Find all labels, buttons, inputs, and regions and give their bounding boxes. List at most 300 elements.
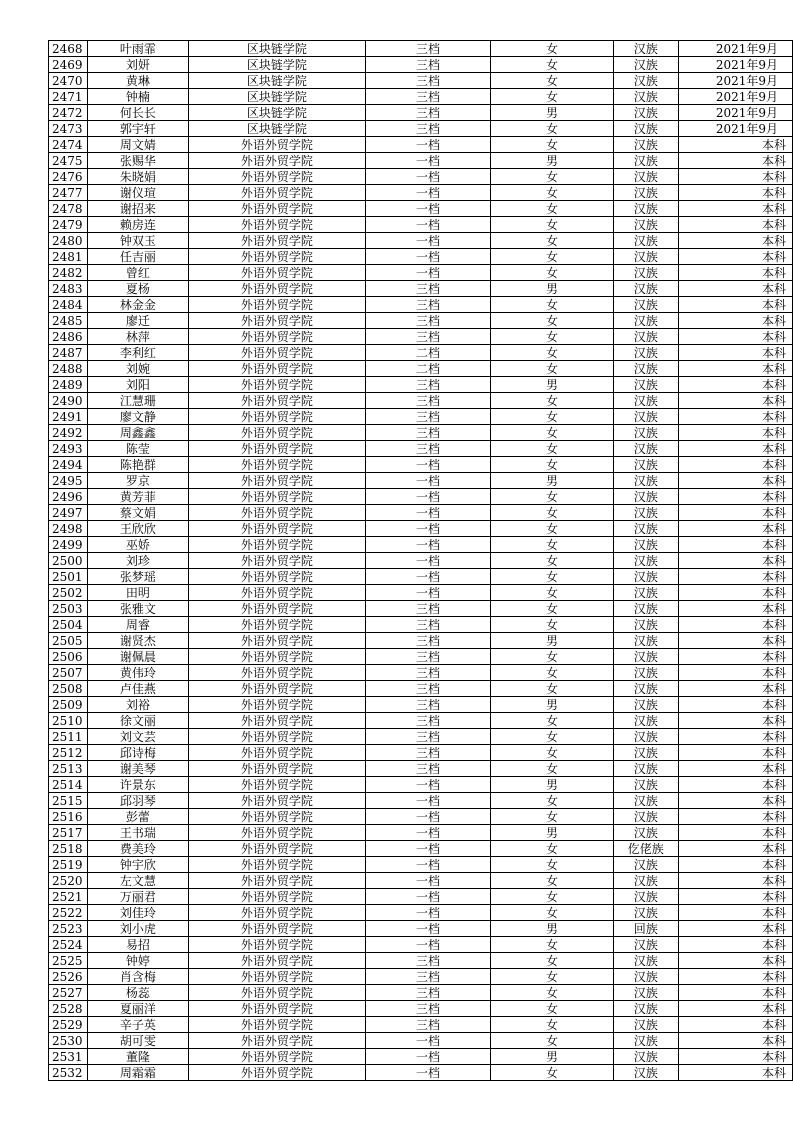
- aid-level-cell: 三档: [365, 393, 490, 409]
- table-row: [49, 1033, 793, 1049]
- gender-cell: 女: [491, 393, 614, 409]
- enrollment-cell: 本科: [678, 1017, 792, 1033]
- student-aid-table: [48, 40, 793, 1081]
- name-cell: 周鑫鑫: [87, 425, 188, 441]
- ethnicity-cell: 仡佬族: [613, 841, 678, 857]
- name-cell: 刘小虎: [87, 921, 188, 937]
- gender-cell: 女: [491, 185, 614, 201]
- aid-level-cell: 三档: [365, 73, 490, 89]
- ethnicity-cell: 汉族: [613, 617, 678, 633]
- college-cell: 外语外贸学院: [188, 185, 365, 201]
- ethnicity-cell: 汉族: [613, 377, 678, 393]
- aid-level-cell: 一档: [365, 793, 490, 809]
- name-cell: 张赐华: [87, 153, 188, 169]
- name-cell: 巫娇: [87, 537, 188, 553]
- college-cell: 外语外贸学院: [188, 905, 365, 921]
- enrollment-cell: 本科: [678, 649, 792, 665]
- name-cell: 钟宇欣: [87, 857, 188, 873]
- enrollment-cell: 本科: [678, 633, 792, 649]
- aid-level-cell: 二档: [365, 361, 490, 377]
- gender-cell: 女: [491, 313, 614, 329]
- college-cell: 外语外贸学院: [188, 153, 365, 169]
- aid-level-cell: 三档: [365, 1001, 490, 1017]
- row-number-cell: 2507: [49, 665, 88, 681]
- aid-level-cell: 一档: [365, 905, 490, 921]
- enrollment-cell: 本科: [678, 521, 792, 537]
- college-cell: 区块链学院: [188, 41, 365, 57]
- aid-level-cell: 三档: [365, 985, 490, 1001]
- ethnicity-cell: 汉族: [613, 521, 678, 537]
- gender-cell: 男: [491, 473, 614, 489]
- aid-level-cell: 三档: [365, 601, 490, 617]
- aid-level-cell: 一档: [365, 889, 490, 905]
- ethnicity-cell: 汉族: [613, 89, 678, 105]
- college-cell: 外语外贸学院: [188, 649, 365, 665]
- name-cell: 蔡文娟: [87, 505, 188, 521]
- row-number-cell: 2474: [49, 137, 88, 153]
- enrollment-cell: 本科: [678, 217, 792, 233]
- table-row: [49, 473, 793, 489]
- table-row: [49, 1001, 793, 1017]
- row-number-cell: 2525: [49, 953, 88, 969]
- name-cell: 何长长: [87, 105, 188, 121]
- row-number-cell: 2487: [49, 345, 88, 361]
- row-number-cell: 2511: [49, 729, 88, 745]
- table-row: [49, 1049, 793, 1065]
- table-row: [49, 41, 793, 57]
- ethnicity-cell: 汉族: [613, 873, 678, 889]
- ethnicity-cell: 汉族: [613, 1033, 678, 1049]
- row-number-cell: 2526: [49, 969, 88, 985]
- enrollment-cell: 本科: [678, 985, 792, 1001]
- aid-level-cell: 一档: [365, 825, 490, 841]
- name-cell: 谢佩晨: [87, 649, 188, 665]
- aid-level-cell: 一档: [365, 473, 490, 489]
- name-cell: 徐文丽: [87, 713, 188, 729]
- college-cell: 区块链学院: [188, 121, 365, 137]
- name-cell: 周文婧: [87, 137, 188, 153]
- name-cell: 廖迁: [87, 313, 188, 329]
- college-cell: 区块链学院: [188, 105, 365, 121]
- aid-level-cell: 一档: [365, 457, 490, 473]
- college-cell: 外语外贸学院: [188, 505, 365, 521]
- gender-cell: 女: [491, 201, 614, 217]
- row-number-cell: 2479: [49, 217, 88, 233]
- aid-level-cell: 三档: [365, 761, 490, 777]
- row-number-cell: 2493: [49, 441, 88, 457]
- row-number-cell: 2485: [49, 313, 88, 329]
- row-number-cell: 2527: [49, 985, 88, 1001]
- aid-level-cell: 一档: [365, 233, 490, 249]
- college-cell: 区块链学院: [188, 89, 365, 105]
- college-cell: 外语外贸学院: [188, 169, 365, 185]
- name-cell: 林萍: [87, 329, 188, 345]
- row-number-cell: 2501: [49, 569, 88, 585]
- table-row: [49, 681, 793, 697]
- ethnicity-cell: 汉族: [613, 281, 678, 297]
- name-cell: 田明: [87, 585, 188, 601]
- enrollment-cell: 本科: [678, 569, 792, 585]
- ethnicity-cell: 汉族: [613, 473, 678, 489]
- gender-cell: 女: [491, 457, 614, 473]
- ethnicity-cell: 汉族: [613, 825, 678, 841]
- ethnicity-cell: 汉族: [613, 425, 678, 441]
- table-row: [49, 73, 793, 89]
- college-cell: 外语外贸学院: [188, 553, 365, 569]
- college-cell: 外语外贸学院: [188, 745, 365, 761]
- ethnicity-cell: 汉族: [613, 857, 678, 873]
- gender-cell: 男: [491, 697, 614, 713]
- table-row: [49, 1017, 793, 1033]
- aid-level-cell: 一档: [365, 217, 490, 233]
- row-number-cell: 2468: [49, 41, 88, 57]
- aid-level-cell: 一档: [365, 777, 490, 793]
- name-cell: 钟双玉: [87, 233, 188, 249]
- aid-level-cell: 三档: [365, 969, 490, 985]
- college-cell: 外语外贸学院: [188, 265, 365, 281]
- table-row: [49, 841, 793, 857]
- table-row: [49, 809, 793, 825]
- aid-level-cell: 一档: [365, 505, 490, 521]
- gender-cell: 女: [491, 1065, 614, 1081]
- gender-cell: 女: [491, 969, 614, 985]
- enrollment-cell: 本科: [678, 473, 792, 489]
- ethnicity-cell: 汉族: [613, 905, 678, 921]
- name-cell: 朱晓娟: [87, 169, 188, 185]
- aid-level-cell: 一档: [365, 553, 490, 569]
- college-cell: 外语外贸学院: [188, 473, 365, 489]
- name-cell: 谢美琴: [87, 761, 188, 777]
- gender-cell: 女: [491, 89, 614, 105]
- row-number-cell: 2496: [49, 489, 88, 505]
- college-cell: 外语外贸学院: [188, 1001, 365, 1017]
- table-row: [49, 793, 793, 809]
- name-cell: 夏杨: [87, 281, 188, 297]
- college-cell: 外语外贸学院: [188, 409, 365, 425]
- table-row: [49, 57, 793, 73]
- row-number-cell: 2494: [49, 457, 88, 473]
- college-cell: 外语外贸学院: [188, 569, 365, 585]
- name-cell: 叶雨霏: [87, 41, 188, 57]
- row-number-cell: 2513: [49, 761, 88, 777]
- table-row: [49, 281, 793, 297]
- enrollment-cell: 本科: [678, 201, 792, 217]
- ethnicity-cell: 汉族: [613, 937, 678, 953]
- ethnicity-cell: 汉族: [613, 505, 678, 521]
- table-row: [49, 617, 793, 633]
- table-row: [49, 489, 793, 505]
- row-number-cell: 2505: [49, 633, 88, 649]
- name-cell: 刘佳玲: [87, 905, 188, 921]
- gender-cell: 女: [491, 857, 614, 873]
- row-number-cell: 2512: [49, 745, 88, 761]
- enrollment-cell: 本科: [678, 1001, 792, 1017]
- row-number-cell: 2498: [49, 521, 88, 537]
- name-cell: 谢招来: [87, 201, 188, 217]
- aid-level-cell: 一档: [365, 873, 490, 889]
- row-number-cell: 2471: [49, 89, 88, 105]
- college-cell: 外语外贸学院: [188, 201, 365, 217]
- ethnicity-cell: 汉族: [613, 73, 678, 89]
- row-number-cell: 2522: [49, 905, 88, 921]
- row-number-cell: 2508: [49, 681, 88, 697]
- gender-cell: 女: [491, 425, 614, 441]
- table-row: [49, 409, 793, 425]
- table-row: [49, 361, 793, 377]
- gender-cell: 男: [491, 825, 614, 841]
- row-number-cell: 2495: [49, 473, 88, 489]
- enrollment-cell: 本科: [678, 1065, 792, 1081]
- row-number-cell: 2489: [49, 377, 88, 393]
- name-cell: 江慧珊: [87, 393, 188, 409]
- college-cell: 区块链学院: [188, 73, 365, 89]
- ethnicity-cell: 回族: [613, 921, 678, 937]
- enrollment-cell: 本科: [678, 601, 792, 617]
- college-cell: 外语外贸学院: [188, 713, 365, 729]
- table-row: [49, 89, 793, 105]
- ethnicity-cell: 汉族: [613, 713, 678, 729]
- ethnicity-cell: 汉族: [613, 777, 678, 793]
- gender-cell: 男: [491, 153, 614, 169]
- ethnicity-cell: 汉族: [613, 681, 678, 697]
- table-row: [49, 921, 793, 937]
- enrollment-cell: 本科: [678, 441, 792, 457]
- college-cell: 区块链学院: [188, 57, 365, 73]
- name-cell: 李利红: [87, 345, 188, 361]
- enrollment-cell: 本科: [678, 873, 792, 889]
- college-cell: 外语外贸学院: [188, 857, 365, 873]
- ethnicity-cell: 汉族: [613, 969, 678, 985]
- college-cell: 外语外贸学院: [188, 1033, 365, 1049]
- row-number-cell: 2520: [49, 873, 88, 889]
- table-row: [49, 585, 793, 601]
- name-cell: 周睿: [87, 617, 188, 633]
- name-cell: 费美玲: [87, 841, 188, 857]
- enrollment-cell: 本科: [678, 329, 792, 345]
- college-cell: 外语外贸学院: [188, 313, 365, 329]
- enrollment-cell: 本科: [678, 729, 792, 745]
- aid-level-cell: 一档: [365, 841, 490, 857]
- college-cell: 外语外贸学院: [188, 761, 365, 777]
- ethnicity-cell: 汉族: [613, 585, 678, 601]
- gender-cell: 女: [491, 649, 614, 665]
- row-number-cell: 2473: [49, 121, 88, 137]
- table-row: [49, 121, 793, 137]
- row-number-cell: 2491: [49, 409, 88, 425]
- ethnicity-cell: 汉族: [613, 105, 678, 121]
- ethnicity-cell: 汉族: [613, 41, 678, 57]
- table-row: [49, 505, 793, 521]
- table-row: [49, 393, 793, 409]
- row-number-cell: 2517: [49, 825, 88, 841]
- gender-cell: 女: [491, 761, 614, 777]
- gender-cell: 女: [491, 1017, 614, 1033]
- gender-cell: 女: [491, 409, 614, 425]
- table-row: [49, 345, 793, 361]
- name-cell: 刘妍: [87, 57, 188, 73]
- name-cell: 张雅文: [87, 601, 188, 617]
- college-cell: 外语外贸学院: [188, 233, 365, 249]
- table-row: [49, 521, 793, 537]
- gender-cell: 男: [491, 105, 614, 121]
- row-number-cell: 2477: [49, 185, 88, 201]
- gender-cell: 女: [491, 1001, 614, 1017]
- college-cell: 外语外贸学院: [188, 457, 365, 473]
- name-cell: 夏丽洋: [87, 1001, 188, 1017]
- name-cell: 邱诗梅: [87, 745, 188, 761]
- ethnicity-cell: 汉族: [613, 745, 678, 761]
- table-row: [49, 969, 793, 985]
- name-cell: 赖房连: [87, 217, 188, 233]
- ethnicity-cell: 汉族: [613, 1001, 678, 1017]
- enrollment-cell: 本科: [678, 377, 792, 393]
- ethnicity-cell: 汉族: [613, 569, 678, 585]
- name-cell: 易招: [87, 937, 188, 953]
- aid-level-cell: 三档: [365, 89, 490, 105]
- college-cell: 外语外贸学院: [188, 969, 365, 985]
- college-cell: 外语外贸学院: [188, 617, 365, 633]
- aid-level-cell: 三档: [365, 297, 490, 313]
- enrollment-cell: 本科: [678, 457, 792, 473]
- ethnicity-cell: 汉族: [613, 409, 678, 425]
- college-cell: 外语外贸学院: [188, 297, 365, 313]
- table-row: [49, 665, 793, 681]
- gender-cell: 女: [491, 713, 614, 729]
- college-cell: 外语外贸学院: [188, 281, 365, 297]
- aid-level-cell: 一档: [365, 585, 490, 601]
- gender-cell: 女: [491, 841, 614, 857]
- ethnicity-cell: 汉族: [613, 697, 678, 713]
- table-row: [49, 377, 793, 393]
- ethnicity-cell: 汉族: [613, 553, 678, 569]
- enrollment-cell: 本科: [678, 889, 792, 905]
- enrollment-cell: 本科: [678, 857, 792, 873]
- aid-level-cell: 三档: [365, 441, 490, 457]
- ethnicity-cell: 汉族: [613, 121, 678, 137]
- college-cell: 外语外贸学院: [188, 1049, 365, 1065]
- enrollment-cell: 本科: [678, 585, 792, 601]
- enrollment-cell: 本科: [678, 681, 792, 697]
- gender-cell: 女: [491, 297, 614, 313]
- gender-cell: 女: [491, 809, 614, 825]
- enrollment-cell: 本科: [678, 265, 792, 281]
- college-cell: 外语外贸学院: [188, 393, 365, 409]
- aid-level-cell: 一档: [365, 185, 490, 201]
- table-row: [49, 185, 793, 201]
- name-cell: 王书瑞: [87, 825, 188, 841]
- aid-level-cell: 三档: [365, 121, 490, 137]
- gender-cell: 女: [491, 233, 614, 249]
- row-number-cell: 2476: [49, 169, 88, 185]
- enrollment-cell: 本科: [678, 841, 792, 857]
- enrollment-cell: 本科: [678, 777, 792, 793]
- table-row: [49, 329, 793, 345]
- name-cell: 罗京: [87, 473, 188, 489]
- aid-level-cell: 一档: [365, 537, 490, 553]
- enrollment-cell: 本科: [678, 745, 792, 761]
- aid-level-cell: 三档: [365, 649, 490, 665]
- table-row: [49, 153, 793, 169]
- gender-cell: 男: [491, 633, 614, 649]
- gender-cell: 女: [491, 937, 614, 953]
- name-cell: 刘阳: [87, 377, 188, 393]
- college-cell: 外语外贸学院: [188, 137, 365, 153]
- college-cell: 外语外贸学院: [188, 361, 365, 377]
- table-row: [49, 713, 793, 729]
- name-cell: 王欣欣: [87, 521, 188, 537]
- college-cell: 外语外贸学院: [188, 217, 365, 233]
- gender-cell: 女: [491, 217, 614, 233]
- aid-level-cell: 一档: [365, 857, 490, 873]
- row-number-cell: 2481: [49, 249, 88, 265]
- college-cell: 外语外贸学院: [188, 681, 365, 697]
- row-number-cell: 2528: [49, 1001, 88, 1017]
- aid-level-cell: 三档: [365, 281, 490, 297]
- ethnicity-cell: 汉族: [613, 249, 678, 265]
- college-cell: 外语外贸学院: [188, 825, 365, 841]
- enrollment-cell: 本科: [678, 281, 792, 297]
- aid-level-cell: 一档: [365, 201, 490, 217]
- enrollment-cell: 本科: [678, 505, 792, 521]
- table-row: [49, 265, 793, 281]
- college-cell: 外语外贸学院: [188, 633, 365, 649]
- table-row: [49, 985, 793, 1001]
- gender-cell: 女: [491, 665, 614, 681]
- ethnicity-cell: 汉族: [613, 665, 678, 681]
- gender-cell: 女: [491, 505, 614, 521]
- enrollment-cell: 本科: [678, 169, 792, 185]
- name-cell: 陈莹: [87, 441, 188, 457]
- table-row: [49, 729, 793, 745]
- table-row: [49, 649, 793, 665]
- college-cell: 外语外贸学院: [188, 537, 365, 553]
- aid-level-cell: 一档: [365, 489, 490, 505]
- name-cell: 杨蕊: [87, 985, 188, 1001]
- row-number-cell: 2482: [49, 265, 88, 281]
- gender-cell: 女: [491, 329, 614, 345]
- college-cell: 外语外贸学院: [188, 953, 365, 969]
- table-row: [49, 633, 793, 649]
- name-cell: 肖含梅: [87, 969, 188, 985]
- row-number-cell: 2530: [49, 1033, 88, 1049]
- gender-cell: 女: [491, 553, 614, 569]
- table-row: [49, 297, 793, 313]
- name-cell: 周霜霜: [87, 1065, 188, 1081]
- aid-level-cell: 三档: [365, 1017, 490, 1033]
- aid-level-cell: 三档: [365, 617, 490, 633]
- ethnicity-cell: 汉族: [613, 729, 678, 745]
- gender-cell: 女: [491, 617, 614, 633]
- name-cell: 万丽君: [87, 889, 188, 905]
- table-row: [49, 137, 793, 153]
- row-number-cell: 2490: [49, 393, 88, 409]
- table-row: [49, 425, 793, 441]
- enrollment-cell: 本科: [678, 233, 792, 249]
- college-cell: 外语外贸学院: [188, 1017, 365, 1033]
- ethnicity-cell: 汉族: [613, 361, 678, 377]
- ethnicity-cell: 汉族: [613, 889, 678, 905]
- ethnicity-cell: 汉族: [613, 761, 678, 777]
- gender-cell: 女: [491, 729, 614, 745]
- table-row: [49, 697, 793, 713]
- aid-level-cell: 一档: [365, 937, 490, 953]
- college-cell: 外语外贸学院: [188, 489, 365, 505]
- aid-level-cell: 一档: [365, 1065, 490, 1081]
- gender-cell: 女: [491, 873, 614, 889]
- table-row: [49, 953, 793, 969]
- enrollment-cell: 本科: [678, 185, 792, 201]
- aid-level-cell: 三档: [365, 729, 490, 745]
